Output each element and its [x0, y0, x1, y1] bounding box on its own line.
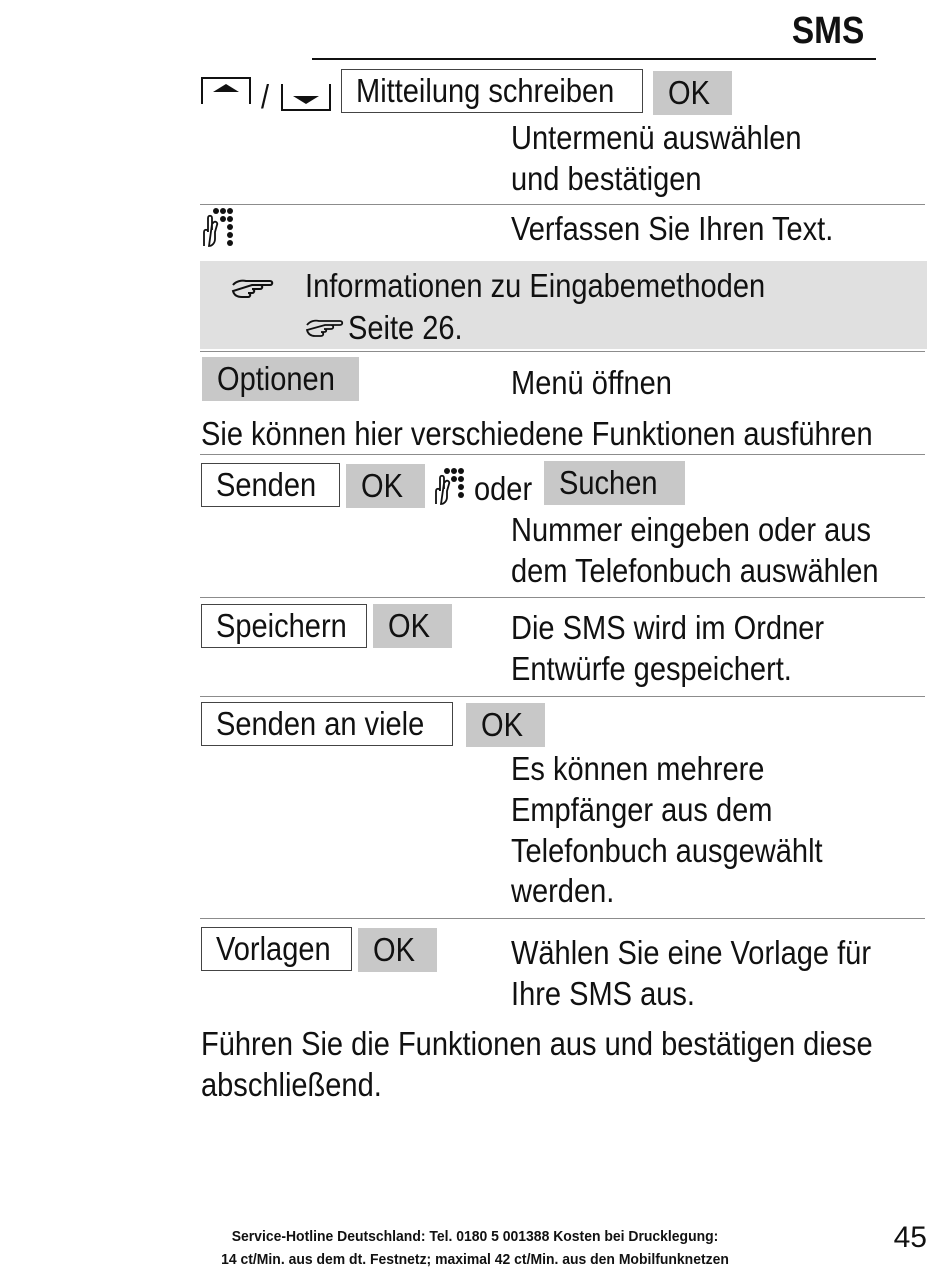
or-text: oder [474, 470, 533, 507]
send-desc-line1: Nummer eingeben oder aus [511, 511, 871, 548]
templates-desc-line2: Ihre SMS aus. [511, 975, 696, 1012]
page-ref-hand-icon [305, 316, 345, 340]
page-number: 45 [893, 1221, 927, 1254]
divider [200, 454, 925, 455]
multi-desc-line1: Es können mehrere [511, 750, 765, 787]
compose-desc-line2: und bestätigen [511, 160, 702, 197]
multi-desc-line3: Telefonbuch ausgewählt [511, 832, 823, 869]
multi-desc-line2: Empfänger aus dem [511, 791, 773, 828]
multi-desc-line4: werden. [511, 872, 615, 909]
footer-hotline-line1: Service-Hotline Deutschland: Tel. 0180 5 001388 Kosten bei Drucklegung: [231, 1228, 719, 1245]
divider [200, 918, 925, 919]
closing-line1: Führen Sie die Funktionen aus und bestätigen diese [201, 1025, 873, 1062]
nav-down-key-icon [280, 82, 332, 114]
search-key[interactable]: Suchen [544, 461, 685, 505]
page-title: SMS [791, 10, 864, 52]
options-desc: Menü öffnen [511, 364, 672, 401]
ok-key[interactable]: OK [346, 464, 425, 508]
keypad-hand-icon [432, 466, 468, 506]
ok-key[interactable]: OK [358, 928, 437, 972]
divider [200, 351, 925, 352]
pointing-hand-icon [230, 275, 276, 303]
nav-up-key-icon [200, 74, 252, 106]
menu-item-send-to-many[interactable]: Senden an viele [201, 702, 453, 746]
divider [200, 204, 925, 205]
ok-key[interactable]: OK [653, 71, 732, 115]
closing-line2: abschließend. [201, 1066, 382, 1103]
ok-key[interactable]: OK [373, 604, 452, 648]
options-key[interactable]: Optionen [202, 357, 359, 401]
send-desc-line2: dem Telefonbuch auswählen [511, 552, 879, 589]
header-rule [312, 58, 876, 60]
write-desc: Verfassen Sie Ihren Text. [511, 210, 834, 247]
templates-desc-line1: Wählen Sie eine Vorlage für [511, 934, 872, 971]
menu-item-write-message[interactable]: Mitteilung schreiben [341, 69, 643, 113]
note-page-ref[interactable]: Seite 26. [348, 309, 463, 346]
menu-item-send[interactable]: Senden [201, 463, 340, 507]
nav-separator: / [261, 78, 270, 115]
save-desc-line1: Die SMS wird im Ordner [511, 609, 825, 646]
divider [200, 597, 925, 598]
options-intro: Sie können hier verschiedene Funktionen ausführen [201, 415, 873, 452]
save-desc-line2: Entwürfe gespeichert. [511, 650, 792, 687]
compose-desc-line1: Untermenü auswählen [511, 119, 802, 156]
keypad-hand-icon [200, 206, 238, 248]
divider [200, 696, 925, 697]
menu-item-templates[interactable]: Vorlagen [201, 927, 352, 971]
note-line1: Informationen zu Eingabemethoden [305, 267, 766, 304]
menu-item-save[interactable]: Speichern [201, 604, 367, 648]
footer-hotline-line2: 14 ct/Min. aus dem dt. Festnetz; maximal 42 ct/Min. aus den Mobilfunknetzen [221, 1251, 729, 1268]
ok-key[interactable]: OK [466, 703, 545, 747]
